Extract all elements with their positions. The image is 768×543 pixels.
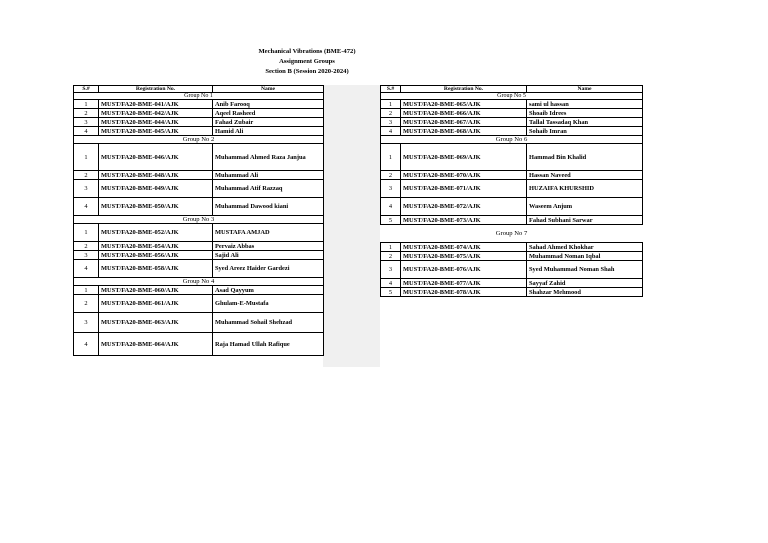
table-row: 1 MUST/FA20-BME-046/AJK Muhammad Ahmed Raza Janjua (74, 144, 324, 171)
table-header-row (381, 86, 643, 93)
table-row: 4 MUST/FA20-BME-068/AJK Sohaib Imran (381, 127, 643, 136)
sheet-shading (323, 85, 380, 367)
table-row: 2 MUST/FA20-BME-042/AJK Aqeel Rasheed (74, 109, 324, 118)
document-header (0, 47, 614, 77)
table-row: 1 MUST/FA20-BME-052/AJK MUSTAFA AMJAD (74, 224, 324, 242)
groups-table-right (380, 85, 643, 297)
column-header-name: Name (527, 86, 643, 93)
table-row: 3 MUST/FA20-BME-067/AJK Tallal Tassadaq Khan (381, 118, 643, 127)
table-row: 1 MUST/FA20-BME-041/AJK Anib Farooq (74, 100, 324, 109)
table-row: 1 MUST/FA20-BME-060/AJK Asad Qayyum (74, 286, 324, 295)
table-row: 5 MUST/FA20-BME-078/AJK Shahzar Mehmood (381, 288, 643, 297)
column-header-sn: S.# (74, 86, 99, 93)
table-row: 2 MUST/FA20-BME-048/AJK Muhammad Ali (74, 171, 324, 180)
table-row: 4 MUST/FA20-BME-058/AJK Syed Areez Haider Gardezi (74, 260, 324, 278)
document-subtitle: Assignment Groups (279, 58, 335, 65)
table-row: 3 MUST/FA20-BME-049/AJK Muhammad Atif Razzaq (74, 180, 324, 198)
group-header-6: Group No 6 (381, 136, 643, 144)
table-header-row (74, 86, 324, 93)
table-row: 2 MUST/FA20-BME-061/AJK Ghulam-E-Mustafa (74, 295, 324, 313)
document-title: Mechanical Vibrations (BME-472) (258, 48, 356, 55)
group-header-4: Group No 4 (74, 278, 324, 286)
table-row: 4 MUST/FA20-BME-050/AJK Muhammad Dawood kiani (74, 198, 324, 216)
table-row: 2 MUST/FA20-BME-066/AJK Shoaib Idrees (381, 109, 643, 118)
table-row: 2 MUST/FA20-BME-070/AJK Hassan Naveed (381, 171, 643, 180)
table-row: 3 MUST/FA20-BME-063/AJK Muhammad Sohail Shehzad (74, 313, 324, 333)
table-row: 3 MUST/FA20-BME-076/AJK Syed Muhammad Noman Shah (381, 261, 643, 279)
table-row: 5 MUST/FA20-BME-073/AJK Fahad Subhani Sarwar (381, 216, 643, 225)
table-row: 2 MUST/FA20-BME-075/AJK Muhammad Noman Iqbal (381, 252, 643, 261)
table-row: 1 MUST/FA20-BME-069/AJK Hammad Bin Khalid (381, 144, 643, 171)
table-row: 4 MUST/FA20-BME-072/AJK Waseem Anjum (381, 198, 643, 216)
table-row: 1 MUST/FA20-BME-074/AJK Sahad Ahmed Khokhar (381, 243, 643, 252)
column-header-reg: Registration No. (401, 86, 527, 93)
column-header-sn: S.# (381, 86, 401, 93)
document-section: Section B (Session 2020-2024) (265, 68, 349, 75)
table-row: 4 MUST/FA20-BME-064/AJK Raja Hamad Ullah Rafique (74, 333, 324, 356)
table-row: 4 MUST/FA20-BME-077/AJK Sayyaf Zahid (381, 279, 643, 288)
table-row: 4 MUST/FA20-BME-045/AJK Hamid Ali (74, 127, 324, 136)
group-header-3: Group No 3 (74, 216, 324, 224)
table-row: 3 MUST/FA20-BME-056/AJK Sajid Ali (74, 251, 324, 260)
group-header-7: Group No 7 (381, 225, 643, 243)
table-row: 3 MUST/FA20-BME-044/AJK Fahad Zubair (74, 118, 324, 127)
group-header-5: Group No 5 (381, 93, 643, 100)
group-header-2: Group No 2 (74, 136, 324, 144)
table-row: 2 MUST/FA20-BME-054/AJK Pervaiz Abbas (74, 242, 324, 251)
group-header-1: Group No 1 (74, 93, 324, 100)
groups-table-left (73, 85, 324, 356)
table-row: 1 MUST/FA20-BME-065/AJK sami ul hassan (381, 100, 643, 109)
column-header-reg: Registration No. (99, 86, 213, 93)
table-row: 3 MUST/FA20-BME-071/AJK HUZAIFA KHURSHID (381, 180, 643, 198)
column-header-name: Name (213, 86, 324, 93)
